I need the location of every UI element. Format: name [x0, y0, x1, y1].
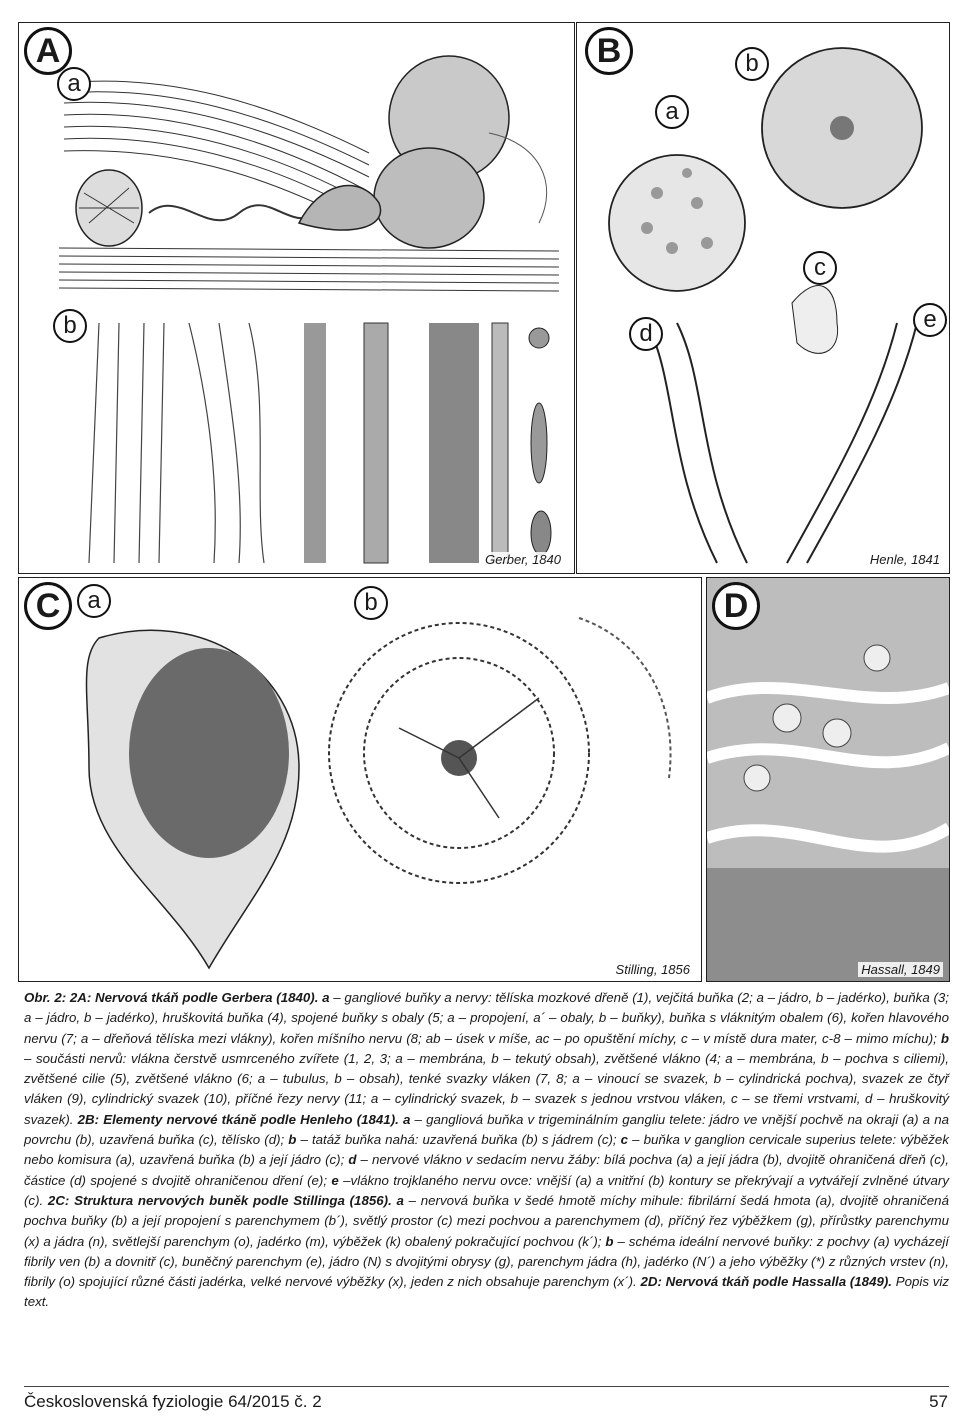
caption-2d-label: 2D: Nervová tkáň podle Hassalla (1849). [640, 1274, 892, 1290]
caption-2a-a-text: – gangliové buňky a nervy: tělíska mozkové dřeně (1), vejčitá buňka (2; a – jádro, b – jadérko), buňka (3; a – jádro, b – jadérko), hruškovitá buňka (4), spojené buňky s obaly (5; a – propojení, a´ – obaly, b – buňky), buňka s vláknitým obalem (6), kořen hlavového nervu (7; a – dřeňová tělíska mezi vlákny), kořen míšního nervu (8; ab – úsek v míše, ac – po opuštění míchy, c – v místě dura mater, c-8 – mimo míchu); [24, 990, 949, 1046]
caption-2a-b: b [940, 1030, 949, 1046]
caption-2b-e-text: –vlákno trojklaného nervu ovce: vnější (a) a vnitřní (b) kontury se překrývají a vytvářejí zvlněné útvary (c). [24, 1172, 949, 1208]
panel-c [18, 577, 702, 982]
journal-name: Československá fyziologie 64/2015 č. 2 [24, 1392, 322, 1411]
panel-b-sub-a: a [655, 95, 689, 129]
figure-caption [24, 988, 949, 1313]
caption-2b-a: a [403, 1111, 411, 1127]
caption-2b-d-text: – nervové vlákno v sedacím nervu žáby: bílá pochva (a) a její jádra (b), dvojitě ohraničená dřeň (c), částice (d) spojené s dvojitě ohraničenou dření (e); [24, 1152, 949, 1188]
caption-2d-text: Popis viz text. [24, 1274, 950, 1310]
caption-2b-b-text: – tatáž buňka nahá: uzavřená buňka (b) s jádrem (c); [296, 1132, 621, 1148]
panel-c-sub-a: a [77, 584, 111, 618]
panel-d-drawing [707, 578, 949, 981]
page-number: 57 [929, 1392, 948, 1411]
panel-c-letter: C [24, 582, 72, 630]
caption-2b-b: b [288, 1132, 297, 1148]
caption-2b-c: c [620, 1132, 629, 1148]
panel-b-sub-e: e [913, 303, 947, 337]
panel-d-letter: D [712, 582, 760, 630]
figure-plates [18, 22, 948, 982]
caption-2b-a-text: – gangliová buňka v trigeminálním gangliu telete: jádro ve vnější pochvě na okraji (a) a na povrchu (b), uzavřená buňka (c), tělísko (d); [24, 1111, 950, 1148]
panel-b-letter: B [585, 27, 633, 75]
panel-b-drawing [577, 23, 949, 573]
caption-2c-b: b [605, 1233, 614, 1249]
panel-d [706, 577, 950, 982]
caption-2c-a-text: – nervová buňka v šedé hmotě míchy mihule: fibrilární šedá hmota (a), dvojitě ohraničená pochva buňky (b) a její propojení s parenchymem (b´), světlý prostor (c) mezi pochvou a parenchymem (d), příčný řez výběžkem (g), přírůstky parenchymu (x) a jádra (n), světlejší parenchym (o), jadérko (m), výběžek (k) obalený pokračující pochvou (k´); [24, 1192, 949, 1249]
panel-b-sub-c: c [803, 251, 837, 285]
panel-a [18, 22, 575, 574]
caption-2c-a: a [396, 1192, 404, 1208]
panel-b-sub-d: d [629, 317, 663, 351]
caption-label: Obr. 2: 2A: Nervová tkáň podle Gerbera (1840). [24, 990, 319, 1005]
caption-2c-b-text: – schéma ideální nervové buňky: z pochvy (a) vycházejí fibrily ven (b) a dovnitř (c), buněčný parenchym (e), jádro (N) s dvojitými obrysy (g), parenchym jádra (h), jadérko (N´) a jeho výběžky (*) z různých vrstev (n), fibrily (o) spojující různé části jadérka, velké nervové výběžky (x), jeden z nich obsahuje parenchym (x´). [24, 1233, 949, 1290]
caption-2b-d: d [348, 1152, 357, 1168]
panel-a-sub-b: b [53, 309, 87, 343]
panel-b [576, 22, 950, 574]
panel-b-sub-b: b [735, 47, 769, 81]
panel-c-credit: Stilling, 1856 [613, 962, 693, 977]
panel-a-letter: A [24, 27, 72, 75]
footer-divider [24, 1386, 949, 1387]
caption-2b-label: 2B: Elementy nervové tkáně podle Henleho (1841). [77, 1111, 399, 1127]
caption-2b-c-text: – buňka v ganglion cervicale superius telete: výběžek nebo komisura (a), uzavřená buňka (b) a její jádro (c); [24, 1132, 949, 1168]
panel-a-credit: Gerber, 1840 [482, 552, 564, 567]
panel-b-credit: Henle, 1841 [867, 552, 943, 567]
caption-2b-e: e [331, 1172, 339, 1188]
caption-2a-b-text: – součásti nervů: vlákna čerstvě usmrceného zvířete (1, 2, 3; a – membrána, b – tekutý obsah), zvětšené vlákno (4; a – membrána, b – pochva s ciliemi), zvětšené cilie (5), zvětšené vlákno (6; a – tubulus, b – obsah), tenké svazky vláken (7, 8; a – vinoucí se svazek, b – cylindrická pochva), svazek ze čtyř vláken (9), cylindrický svazek (10), příčné řezy nervy (11; a – cylindrický svazek, b – svazek s jednou vrstvou vláken, c – se třemi vrstvami, d – hruškovitý svazek). [24, 1050, 949, 1127]
caption-2c-label: 2C: Struktura nervových buněk podle Stillinga (1856). [47, 1192, 392, 1208]
panel-a-sub-a: a [57, 67, 91, 101]
panel-a-drawing [19, 23, 574, 573]
caption-2a-a: a [322, 990, 330, 1005]
panel-d-credit: Hassall, 1849 [858, 962, 943, 977]
panel-c-drawing [19, 578, 701, 981]
panel-c-sub-b: b [354, 586, 388, 620]
